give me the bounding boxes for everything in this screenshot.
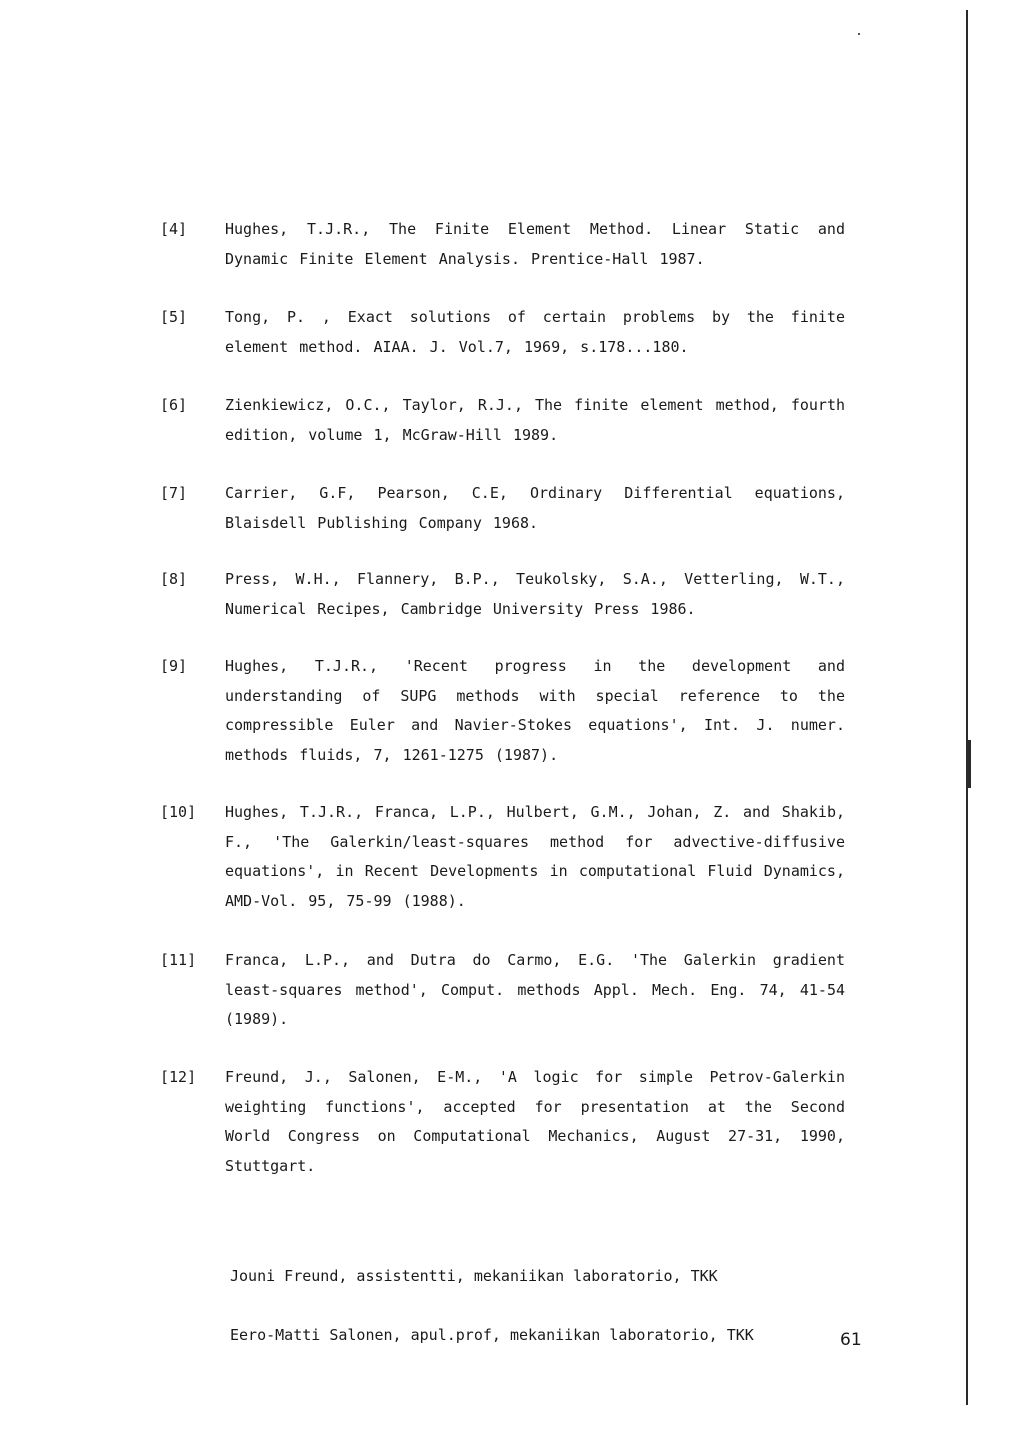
reference-text: Tong, P. , Exact solutions of certain problems by the finite element method. AIAA. J. Vol.7, 1969, s.178...180. <box>225 308 845 356</box>
reference-number: [11] <box>160 951 197 969</box>
reference-text: Hughes, T.J.R., The Finite Element Method. Linear Static and Dynamic Finite Element Analysis. Prentice-Hall 1987. <box>225 220 845 268</box>
reference-text: Zienkiewicz, O.C., Taylor, R.J., The finite element method, fourth edition, volume 1, McGraw-Hill 1989. <box>225 396 845 444</box>
reference-text: Hughes, T.J.R., 'Recent progress in the development and understanding of SUPG methods with special reference to the compressible Euler and Navier-Stokes equations', Int. J. numer. methods fluids, 7, 1261-1275 (1987). <box>225 657 845 764</box>
page-number: 61 <box>840 1330 862 1350</box>
reference-number: [9] <box>160 657 188 675</box>
reference-number: [7] <box>160 484 188 502</box>
reference-number: [4] <box>160 220 188 238</box>
scan-edge-line <box>966 10 968 1405</box>
reference-text: Freund, J., Salonen, E-M., 'A logic for simple Petrov-Galerkin weighting functions', accepted for presentation at the Second World Congress on Computational Mechanics, August 27-31, 1990, Stuttgart. <box>225 1068 845 1175</box>
author-line: Eero-Matti Salonen, apul.prof, mekaniikan laboratorio, TKK <box>230 1326 754 1344</box>
reference-text: Franca, L.P., and Dutra do Carmo, E.G. 'The Galerkin gradient least-squares method', Comput. methods Appl. Mech. Eng. 74, 41-54 (1989). <box>225 951 845 1028</box>
reference-number: [8] <box>160 570 188 588</box>
reference-number: [6] <box>160 396 188 414</box>
author-affiliations <box>230 1262 754 1380</box>
reference-text: Carrier, G.F, Pearson, C.E, Ordinary Differential equations, Blaisdell Publishing Company 1968. <box>225 484 845 532</box>
reference-number: [5] <box>160 308 188 326</box>
author-line: Jouni Freund, assistentti, mekaniikan laboratorio, TKK <box>230 1267 718 1285</box>
scan-speck <box>858 33 860 35</box>
reference-number: [10] <box>160 803 197 821</box>
reference-text: Press, W.H., Flannery, B.P., Teukolsky, S.A., Vetterling, W.T., Numerical Recipes, Cambridge University Press 1986. <box>225 570 845 618</box>
reference-number: [12] <box>160 1068 197 1086</box>
scan-edge-tick <box>968 740 971 788</box>
reference-text: Hughes, T.J.R., Franca, L.P., Hulbert, G.M., Johan, Z. and Shakib, F., 'The Galerkin/least-squares method for advective-diffusive equations', in Recent Developments in computational Fluid Dynamics, AMD-Vol. 95, 75-99 (1988). <box>225 803 845 910</box>
